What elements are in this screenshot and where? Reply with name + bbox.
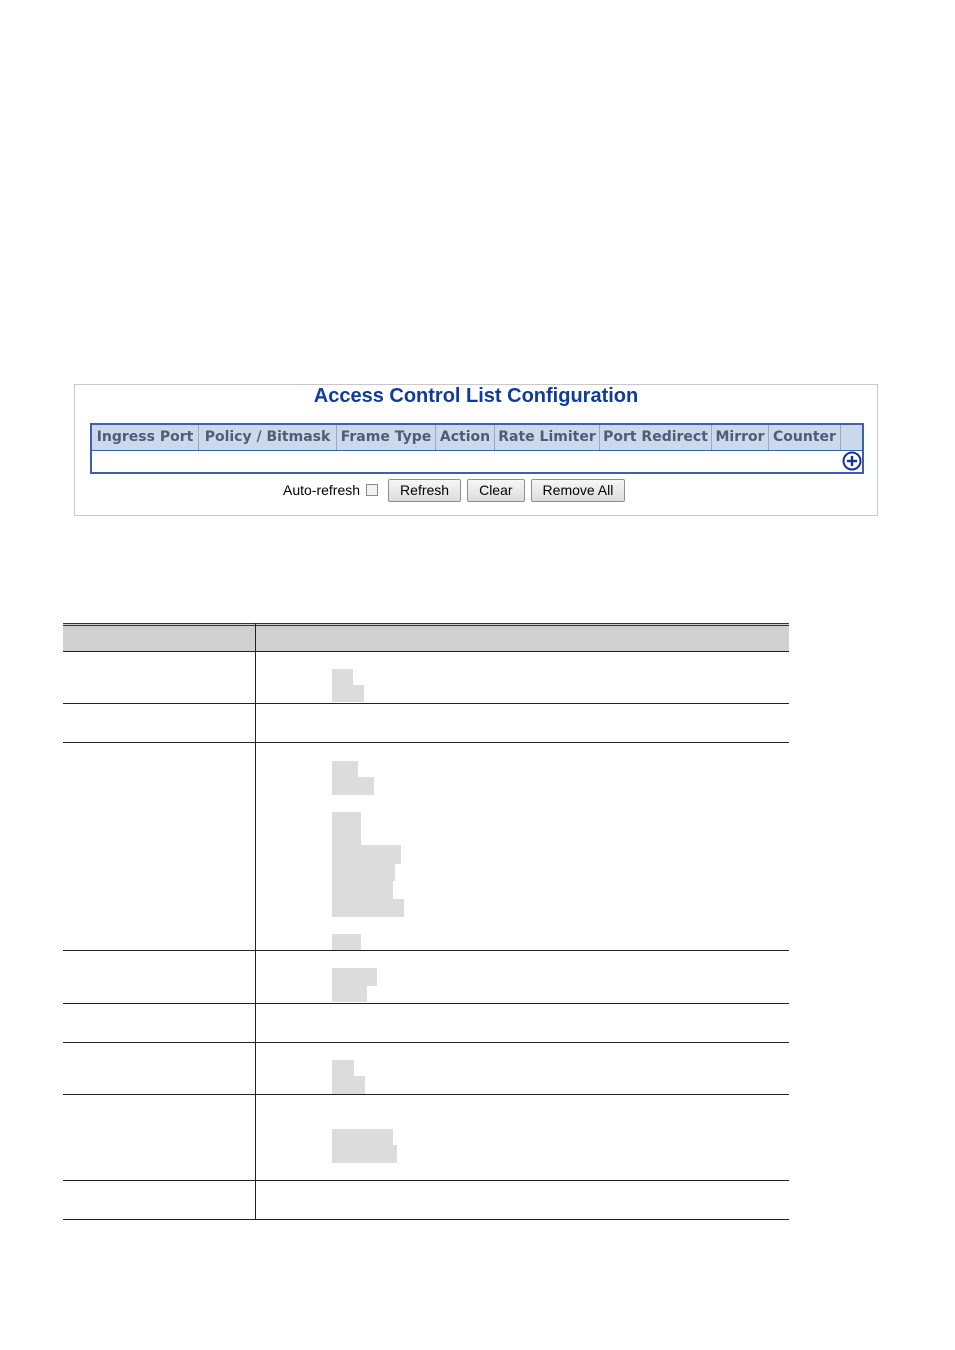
redacted-block (332, 984, 367, 1002)
row-divider (63, 742, 789, 743)
acl-table-header (92, 425, 862, 451)
column-ingress-port: Ingress Port (92, 425, 199, 450)
controls-bar (283, 478, 631, 502)
column-divider (255, 623, 256, 1220)
acl-table (90, 423, 864, 474)
remove-all-button[interactable]: Remove All (531, 479, 626, 502)
redacted-block (332, 777, 374, 795)
redacted-block (332, 828, 361, 846)
redacted-block (332, 863, 395, 881)
clear-button[interactable]: Clear (467, 479, 524, 502)
description-table (63, 623, 789, 1220)
row-divider (63, 950, 789, 951)
row-divider (63, 1219, 789, 1220)
auto-refresh-label: Auto-refresh (283, 482, 361, 498)
redacted-block (332, 685, 364, 702)
column-port-redirect: Port Redirect (600, 425, 712, 450)
redacted-block (332, 845, 401, 864)
column-frame-type: Frame Type (337, 425, 436, 450)
redacted-block (332, 899, 404, 917)
column-counter: Counter (769, 425, 841, 450)
row-divider (63, 1094, 789, 1095)
column-mirror: Mirror (712, 425, 769, 450)
row-divider (63, 703, 789, 704)
redacted-block (332, 934, 361, 950)
acl-table-body (92, 451, 862, 472)
refresh-button[interactable]: Refresh (388, 479, 461, 502)
row-divider (63, 651, 789, 652)
acl-config-panel (74, 384, 878, 516)
auto-refresh-checkbox[interactable] (366, 484, 378, 496)
row-divider (63, 1042, 789, 1043)
panel-title: Access Control List Configuration (313, 385, 639, 407)
redacted-block (332, 1076, 365, 1094)
column-action: Action (436, 425, 495, 450)
row-divider (63, 1003, 789, 1004)
column-actions (841, 425, 862, 450)
column-rate-limiter: Rate Limiter (495, 425, 600, 450)
plus-circle-icon[interactable] (842, 451, 862, 471)
column-policy-bitmask: Policy / Bitmask (199, 425, 337, 450)
description-table-header (63, 623, 789, 651)
redacted-block (332, 1145, 397, 1163)
redacted-block (332, 881, 393, 899)
row-divider (63, 1180, 789, 1181)
